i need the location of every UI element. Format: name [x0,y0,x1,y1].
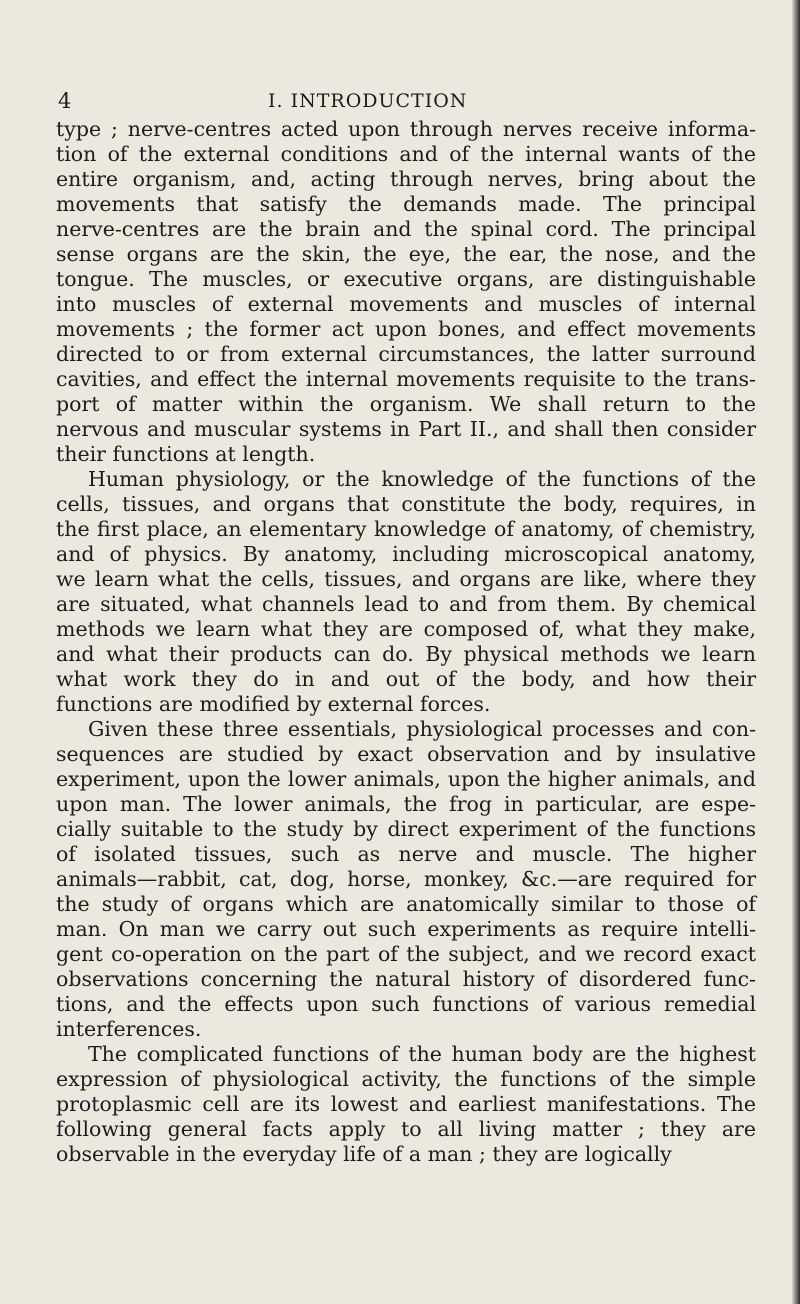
text-line: observations concerning the natural history of disordered func- [56,967,756,991]
text-line: Human physiology, or the knowledge of the functions of the [88,467,756,491]
text-line: observable in the everyday life of a man ; they are logically [56,1142,672,1166]
text-line: nervous and muscular systems in Part II., and shall then consider [56,417,756,441]
text-line: animals—rabbit, cat, dog, horse, monkey, &c.—are required for [56,867,756,891]
text-line: of isolated tissues, such as nerve and muscle. The higher [56,842,756,866]
text-line: cells, tissues, and organs that constitute the body, requires, in [56,492,756,516]
text-line: tongue. The muscles, or executive organs, are distinguishable [56,267,756,291]
text-line: tion of the external conditions and of the internal wants of the [56,142,756,166]
text-line: port of matter within the organism. We shall return to the [56,392,756,416]
text-line: upon man. The lower animals, the frog in particular, are espe- [56,792,756,816]
text-line: experiment, upon the lower animals, upon the higher animals, and [56,767,756,791]
text-line: the first place, an elementary knowledge of anatomy, of chemistry, [56,517,756,541]
text-line: entire organism, and, acting through nerves, bring about the [56,167,756,191]
text-line: functions are modified by external forces. [56,692,491,716]
text-line: movements that satisfy the demands made. The principal [56,192,756,216]
text-line: expression of physiological activity, the functions of the simple [56,1067,756,1091]
running-title: I. INTRODUCTION [268,90,468,112]
text-line: what work they do in and out of the body, and how their [56,667,756,691]
text-line: Given these three essentials, physiological processes and con- [88,717,756,741]
text-line: the study of organs which are anatomically similar to those of [56,892,756,916]
body-text [56,117,756,1167]
text-line: sense organs are the skin, the eye, the ear, the nose, and the [56,242,756,266]
text-line: and what their products can do. By physical methods we learn [56,642,756,666]
text-line: type ; nerve-centres acted upon through nerves receive informa- [56,117,756,141]
text-line: into muscles of external movements and muscles of internal [56,292,756,316]
page-number: 4 [58,89,72,113]
text-line: protoplasmic cell are its lowest and earliest manifestations. The [56,1092,756,1116]
text-line: following general facts apply to all living matter ; they are [56,1117,756,1141]
text-line: tions, and the effects upon such functions of various remedial [56,992,756,1016]
text-line: cially suitable to the study by direct experiment of the functions [56,817,756,841]
text-line: their functions at length. [56,442,316,466]
page-edge [792,0,800,1304]
text-line: directed to or from external circumstances, the latter surround [56,342,756,366]
text-line: cavities, and effect the internal movements requisite to the trans- [56,367,756,391]
text-line: are situated, what channels lead to and from them. By chemical [56,592,756,616]
text-line: and of physics. By anatomy, including microscopical anatomy, [56,542,756,566]
text-line: movements ; the former act upon bones, and effect movements [56,317,756,341]
text-line: The complicated functions of the human body are the highest [88,1042,756,1066]
text-line: nerve-centres are the brain and the spinal cord. The principal [56,217,756,241]
text-line: sequences are studied by exact observation and by insulative [56,742,756,766]
text-line: methods we learn what they are composed of, what they make, [56,617,756,641]
text-line: gent co-operation on the part of the subject, and we record exact [56,942,756,966]
text-line: interferences. [56,1017,202,1041]
text-line: we learn what the cells, tissues, and organs are like, where they [56,567,756,591]
text-line: man. On man we carry out such experiments as require intelli- [56,917,756,941]
